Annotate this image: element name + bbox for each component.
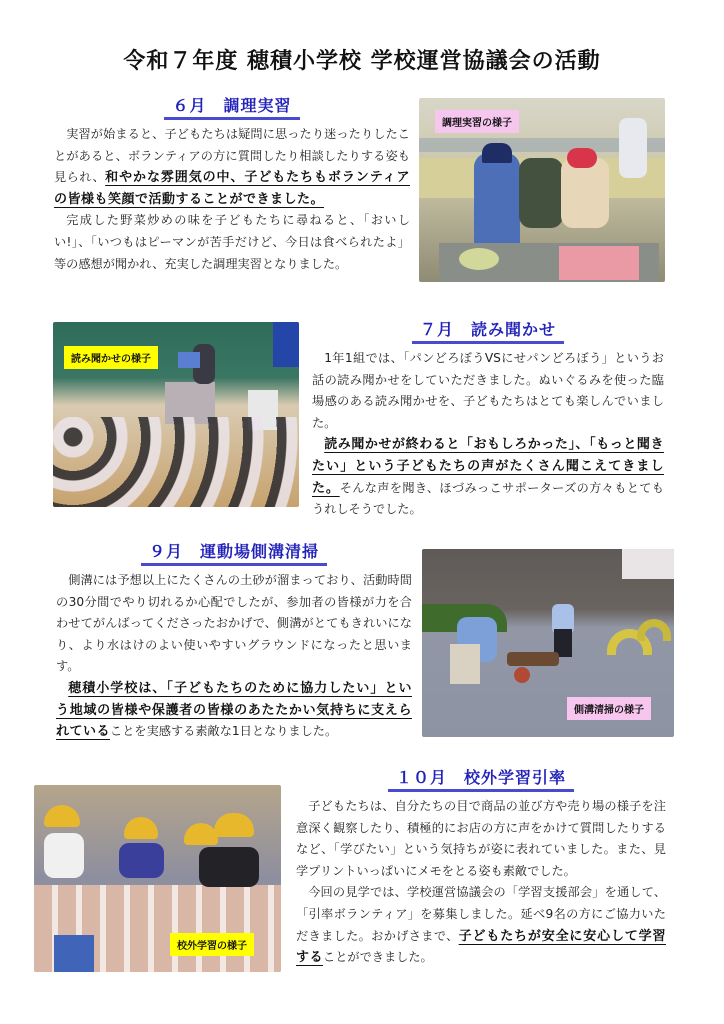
emphasis-text: 穂積小学校は、「子どもたちのために協力したい」という地域の皆様や保護者の皆様のあたたかい気持ちに支えられている [56, 680, 412, 740]
paragraph: 今回の見学では、学校運営協議会の「学習支援部会」を通して、「引率ボランティア」を募集しました。延べ9名の方にご協力いただきました。おかげさまで、子どもたちが安全に安心して学習することができました。 [296, 885, 666, 966]
section-july-read-aloud [312, 320, 664, 521]
paragraph: 完成した野菜炒めの味を子どもたちに尋ねると、「おいしい!」、「いつもはピーマンが苦手だけど、今日は食べられたよ」等の感想が聞かれ、充実した調理実習となりました。 [54, 213, 410, 271]
paragraph: 読み聞かせが終わると「おもしろかった」、「もっと聞きたい」という子どもたちの声がたくさん聞こえてきました。そんな声を聞き、ほづみっこサポーターズの方々もとてもうれしそうでした。 [312, 437, 664, 517]
photo-caption: 読み聞かせの様子 [64, 346, 158, 369]
page-title: 令和７年度 穂積小学校 学校運営協議会の活動 [123, 49, 601, 74]
section-heading: ６月 調理実習 [164, 96, 299, 120]
section-heading: ７月 読み聞かせ [412, 320, 564, 344]
section-october-field-trip [296, 768, 666, 969]
section-heading: １０月 校外学習引率 [388, 768, 574, 792]
photo-field-trip [34, 785, 281, 972]
paragraph: 穂積小学校は、「子どもたちのために協力したい」という地域の皆様や保護者の皆様のあたたかい気持ちに支えられていることを実感する素敵な1日となりました。 [56, 680, 412, 740]
emphasis-text: 読み聞かせが終わると「おもしろかった」、「もっと聞きたい」という子どもたちの声がたくさん聞こえてきました。 [312, 437, 664, 496]
paragraph: 子どもたちは、自分たちの目で商品の並び方や売り場の様子を注意深く観察したり、積極的にお店の方に声をかけて質問したりするなど、「学びたい」という気持ちが姿に表れていました。また、見学プリントいっぱいにメモをとる姿も素敵でした。 [296, 799, 666, 878]
paragraph: 実習が始まると、子どもたちは疑問に思ったり迷ったりしたことがあると、ボランティアの方に質問したり相談したりする姿も見られ、和やかな雰囲気の中、子どもたちもボランティアの皆様も笑顔で活動することができました。 [54, 127, 410, 207]
photo-ditch-cleaning [422, 549, 674, 737]
photo-read-aloud [53, 322, 299, 507]
section-june-cooking [54, 96, 410, 275]
photo-cooking-class [419, 98, 665, 282]
photo-caption: 校外学習の様子 [170, 933, 254, 956]
section-september-cleaning [56, 542, 412, 743]
photo-caption: 側溝清掃の様子 [567, 697, 651, 720]
section-heading: ９月 運動場側溝清掃 [141, 542, 327, 566]
emphasis-text: 和やかな雰囲気の中、子どもたちもボランティアの皆様も笑顔で活動することができました。 [54, 170, 410, 207]
paragraph: 1年1組では、「パンどろぼうVSにせパンどろぼう」というお話の読み聞かせをしていただきました。ぬいぐるみを使った臨場感のある読み聞かせを、子どもたちはとても楽しんでいました。 [312, 351, 664, 430]
paragraph: 側溝には予想以上にたくさんの土砂が溜まっており、活動時間の30分間でやり切れるか心配でしたが、参加者の皆様が力を合わせてがんばってくださったおかげで、側溝がとてもきれいになり、より水はけのよい使いやすいグラウンドになったと思います。 [56, 573, 412, 674]
photo-caption: 調理実習の様子 [435, 110, 519, 133]
emphasis-text: 子どもたちが安全に安心して学習する [296, 928, 666, 966]
